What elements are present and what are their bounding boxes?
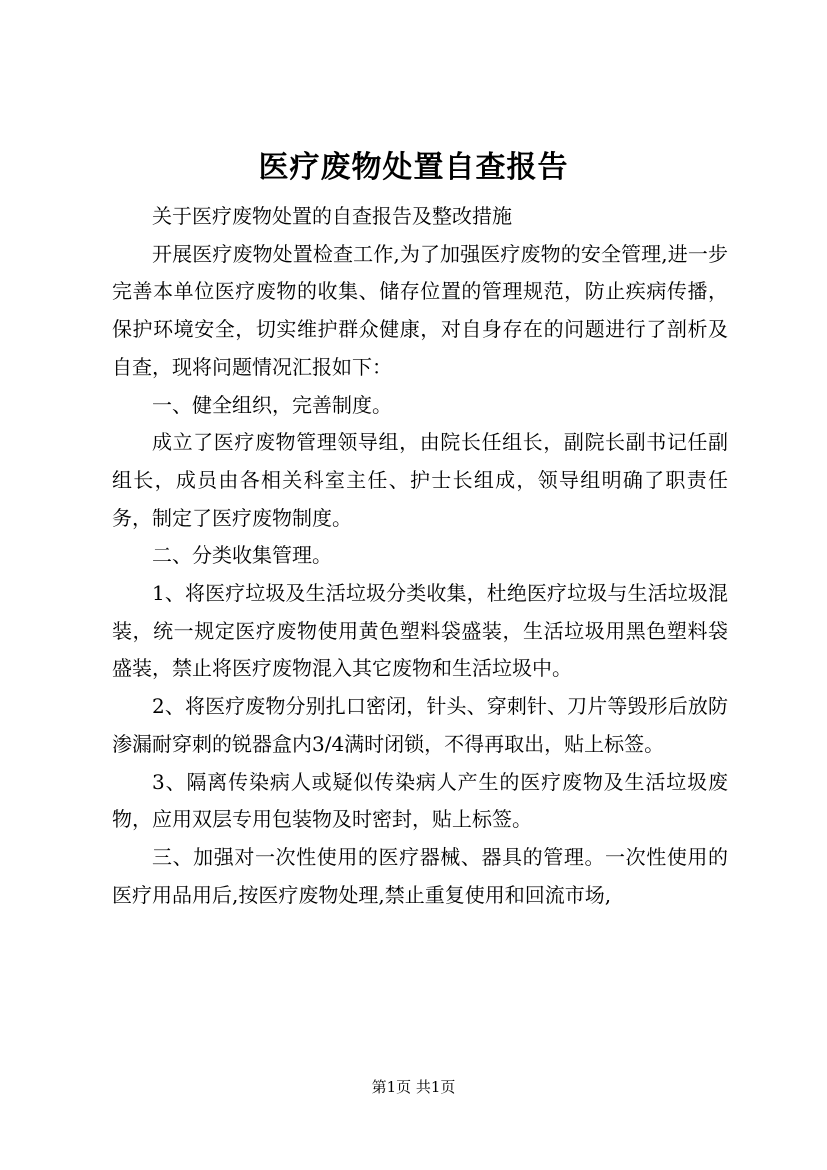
- document-body: [112, 198, 728, 914]
- page-footer: 第1页 共1页: [371, 1078, 456, 1096]
- subtitle-paragraph: 关于医疗废物处置的自查报告及整改措施: [152, 204, 512, 228]
- section-1-paragraph: 成立了医疗废物管理领导组，由院长任组长，副院长副书记任副组长，成员由各相关科室主任、护士长组成，领导组明确了职责任务，制定了医疗废物制度。: [112, 430, 728, 530]
- section-2-item-2: 2、将医疗废物分别扎口密闭，针头、穿刺针、刀片等毁形后放防渗漏耐穿刺的锐器盒内3/4满时闭锁，不得再取出，贴上标签。: [112, 694, 728, 756]
- document-title: 医疗废物处置自查报告: [258, 150, 569, 185]
- section-heading-2: 二、分类收集管理。: [152, 543, 332, 568]
- section-heading-1: 一、健全组织，完善制度。: [152, 392, 392, 417]
- section-2-item-1: 1、将医疗垃圾及生活垃圾分类收集，杜绝医疗垃圾与生活垃圾混装，统一规定医疗废物使用黄色塑料袋盛装，生活垃圾用黑色塑料袋盛装，禁止将医疗废物混入其它废物和生活垃圾中。: [112, 581, 728, 681]
- section-2-item-3: 3、隔离传染病人或疑似传染病人产生的医疗废物及生活垃圾废物，应用双层专用包装物及时密封，贴上标签。: [112, 769, 728, 832]
- intro-paragraph: 开展医疗废物处置检查工作,为了加强医疗废物的安全管理,进一步完善本单位医疗废物的收集、储存位置的管理规范，防止疾病传播，保护环境安全，切实维护群众健康，对自身存在的问题进行了剖析及自查，现将问题情况汇报如下：: [112, 241, 728, 379]
- section-3-paragraph: 三、加强对一次性使用的医疗器械、器具的管理。一次性使用的医疗用品用后,按医疗废物处理,禁止重复使用和回流市场,: [112, 844, 728, 907]
